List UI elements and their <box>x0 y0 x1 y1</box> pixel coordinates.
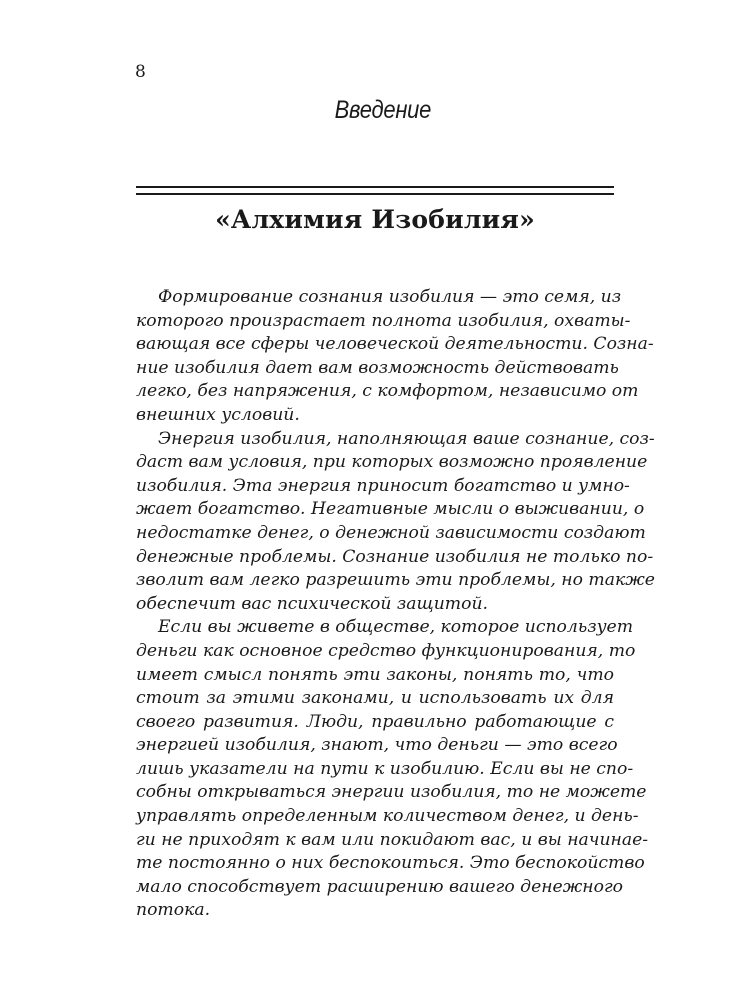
paragraph-line: собны открываться энергии изобилия, то не можете <box>136 782 647 803</box>
paragraph-line: мало способствует расширению вашего денежного <box>136 876 623 897</box>
paragraph-line: ние изобилия дает вам возможность действовать <box>136 357 619 378</box>
paragraph-line: своего развития. Люди, правильно работающие с <box>136 711 614 732</box>
paragraph-line: зволит вам легко разрешить эти проблемы, но также <box>136 570 655 591</box>
paragraph-line: деньги как основное средство функционирования, то <box>136 640 636 661</box>
paragraph-line: Энергия изобилия, наполняющая ваше сознание, соз- <box>158 428 655 449</box>
paragraph-line: те постоянно о них беспокоиться. Это беспокойство <box>136 853 645 874</box>
body-text <box>136 286 655 923</box>
header-rule-bottom <box>136 193 614 195</box>
chapter-title: «Алхимия Изобилия» <box>215 205 535 234</box>
paragraph-line: внешних условий. <box>136 404 300 425</box>
paragraph-line: изобилия. Эта энергия приносит богатство и умно- <box>136 475 630 496</box>
paragraph-line: даст вам условия, при которых возможно проявление <box>136 452 648 473</box>
paragraph-line: легко, без напряжения, с комфортом, независимо от <box>136 381 639 402</box>
paragraph-line: Если вы живете в обществе, которое использует <box>158 617 634 638</box>
page-number: 8 <box>135 62 146 82</box>
paragraph-line: имеет смысл понять эти законы, понять то, что <box>136 664 614 685</box>
paragraph <box>136 428 655 617</box>
paragraph-line: недостатке денег, о денежной зависимости создают <box>136 522 646 543</box>
paragraph-line: вающая все сферы человеческой деятельности. Созна- <box>136 334 654 355</box>
paragraph-line: ги не приходят к вам или покидают вас, и вы начинае- <box>136 829 649 850</box>
paragraph-line: Формирование сознания изобилия — это семя, из <box>158 287 622 307</box>
header-rule-top <box>136 186 614 188</box>
paragraph-line: энергией изобилия, знают, что деньги — это всего <box>136 735 618 756</box>
paragraph-line: лишь указатели на пути к изобилию. Если вы не спо- <box>136 758 634 779</box>
paragraph-line: управлять определенным количеством денег, и день- <box>136 806 639 827</box>
paragraph-line: потока. <box>136 900 211 921</box>
paragraph-line: которого произрастает полнота изобилия, охваты- <box>136 310 631 331</box>
paragraph <box>136 286 654 428</box>
paragraph-line: обеспечит вас психической защитой. <box>136 593 488 614</box>
paragraph-line: стоит за этими законами, и использовать их для <box>136 688 614 709</box>
paragraph-line: жает богатство. Негативные мысли о выживании, о <box>136 499 645 520</box>
paragraph-line: денежные проблемы. Сознание изобилия не только по- <box>136 546 654 567</box>
section-header-text: Введение <box>334 96 431 124</box>
paragraph <box>136 616 649 923</box>
section-header <box>0 96 750 125</box>
